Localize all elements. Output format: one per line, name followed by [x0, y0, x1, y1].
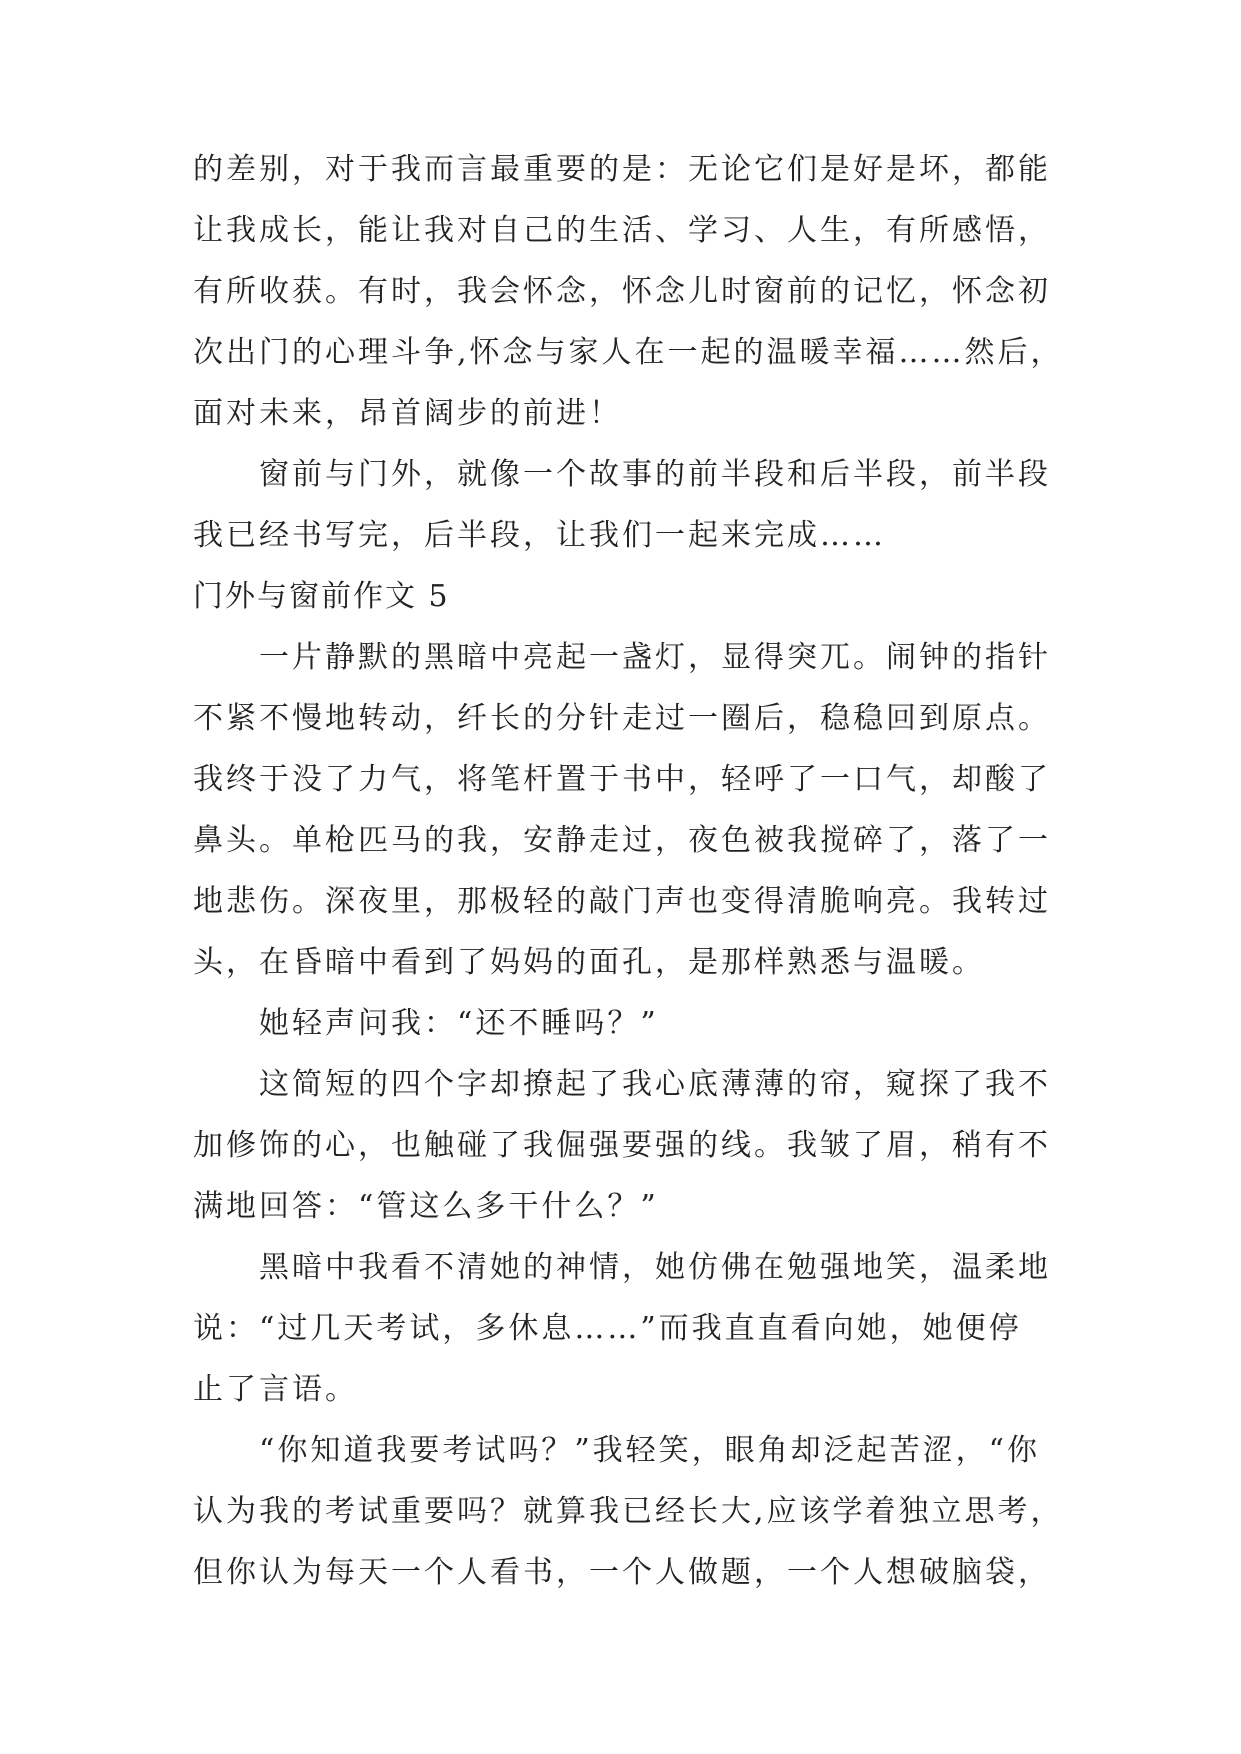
text-line: 有所收获。有时，我会怀念，怀念儿时窗前的记忆，怀念初: [193, 274, 1051, 309]
text-line: 面对未来，昂首阔步的前进！: [193, 396, 622, 431]
text-line: 但你认为每天一个人看书，一个人做题，一个人想破脑袋，: [193, 1555, 1051, 1590]
text-line: 黑暗中我看不清她的神情，她仿佛在勉强地笑，温柔地: [193, 1250, 1051, 1285]
text-line: 这简短的四个字却撩起了我心底薄薄的帘，窥探了我不: [193, 1067, 1051, 1102]
text-line: 我终于没了力气，将笔杆置于书中，轻呼了一口气，却酸了: [193, 762, 1051, 797]
text-line: 我已经书写完，后半段，让我们一起来完成……: [193, 518, 886, 553]
text-line: 窗前与门外，就像一个故事的前半段和后半段，前半段: [193, 457, 1051, 492]
text-line: 次出门的心理斗争,怀念与家人在一起的温暖幸福……然后，: [193, 335, 1064, 370]
text-line: 让我成长，能让我对自己的生活、学习、人生，有所感悟，: [193, 213, 1051, 248]
text-line: 地悲伤。深夜里，那极轻的敲门声也变得清脆响亮。我转过: [193, 884, 1051, 919]
text-line: 她轻声问我：“还不睡吗？”: [193, 1006, 659, 1041]
text-line: 止了言语。: [193, 1372, 358, 1407]
text-line: 一片静默的黑暗中亮起一盏灯，显得突兀。闹钟的指针: [193, 640, 1051, 675]
text-line: 加修饰的心，也触碰了我倔强要强的线。我皱了眉，稍有不: [193, 1128, 1051, 1163]
text-line: “你知道我要考试吗？”我轻笑，眼角却泛起苦涩，“你: [193, 1433, 1041, 1468]
text-line: 不紧不慢地转动，纤长的分针走过一圈后，稳稳回到原点。: [193, 701, 1051, 736]
text-line: 满地回答：“管这么多干什么？”: [193, 1189, 659, 1224]
text-line: 头，在昏暗中看到了妈妈的面孔，是那样熟悉与温暖。: [193, 945, 985, 980]
text-line: 认为我的考试重要吗？就算我已经长大,应该学着独立思考，: [193, 1494, 1064, 1529]
text-line: 说：“过几天考试，多休息……”而我直直看向她，她便停: [193, 1311, 1022, 1346]
text-line: 鼻头。单枪匹马的我，安静走过，夜色被我搅碎了，落了一: [193, 823, 1051, 858]
section-heading: 门外与窗前作文 5: [193, 579, 450, 614]
text-line: 的差别，对于我而言最重要的是：无论它们是好是坏，都能: [193, 152, 1051, 187]
